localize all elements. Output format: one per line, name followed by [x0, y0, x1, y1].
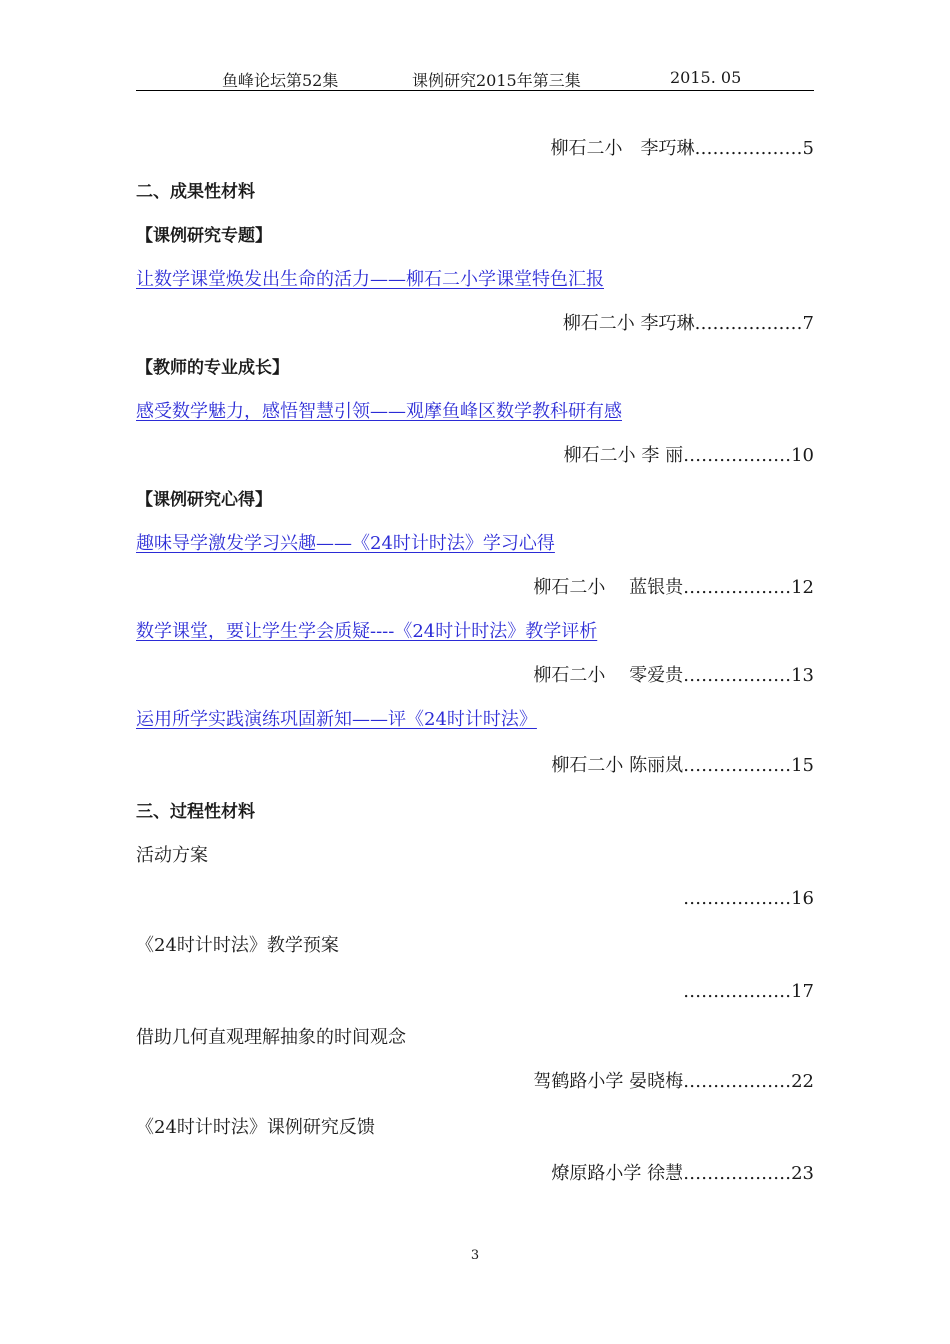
- toc-item: 活动方案: [136, 845, 208, 866]
- toc-author-line: 柳石二小 李 丽………………10: [563, 445, 814, 466]
- page-number: 3: [470, 1248, 480, 1263]
- subsection-heading: 【课例研究心得】: [136, 490, 272, 510]
- page-header: [136, 68, 814, 91]
- toc-author-line: 驾鹤路小学 晏晓梅………………22: [533, 1071, 814, 1092]
- toc-link[interactable]: 数学课堂，要让学生学会质疑----《24时计时法》教学评析: [136, 621, 598, 642]
- toc-item: 借助几何直观理解抽象的时间观念: [136, 1027, 406, 1048]
- toc-link[interactable]: 让数学课堂焕发出生命的活力——柳石二小学课堂特色汇报: [136, 269, 604, 290]
- toc-author-line: 柳石二小 零爱贵………………13: [533, 665, 814, 686]
- header-issue: 课例研究2015年第三集: [412, 71, 581, 90]
- toc-page-line: ………………17: [683, 981, 814, 1002]
- subsection-heading: 【教师的专业成长】: [136, 358, 289, 378]
- toc-author-line: 柳石二小 蓝银贵………………12: [533, 577, 814, 598]
- section-heading: 三、过程性材料: [136, 802, 255, 822]
- toc-item: 《24时计时法》课例研究反馈: [136, 1117, 375, 1138]
- header-publication: 鱼峰论坛第52集: [222, 71, 339, 90]
- toc-link[interactable]: 运用所学实践演练巩固新知——评《24时计时法》: [136, 709, 537, 730]
- toc-page-line: ………………16: [683, 888, 814, 909]
- toc-link[interactable]: 趣味导学激发学习兴趣——《24时计时法》学习心得: [136, 533, 555, 554]
- toc-author-line: 柳石二小 李巧琳………………5: [550, 138, 814, 159]
- section-heading: 二、成果性材料: [136, 182, 255, 202]
- toc-author-line: 燎原路小学 徐慧………………23: [551, 1163, 814, 1184]
- toc-item: 《24时计时法》教学预案: [136, 935, 339, 956]
- subsection-heading: 【课例研究专题】: [136, 226, 272, 246]
- toc-link[interactable]: 感受数学魅力，感悟智慧引领——观摩鱼峰区数学教科研有感: [136, 401, 622, 422]
- toc-author-line: 柳石二小 李巧琳………………7: [562, 313, 814, 334]
- toc-author-line: 柳石二小 陈丽岚………………15: [551, 755, 814, 776]
- header-date: 2015. 05: [670, 68, 742, 87]
